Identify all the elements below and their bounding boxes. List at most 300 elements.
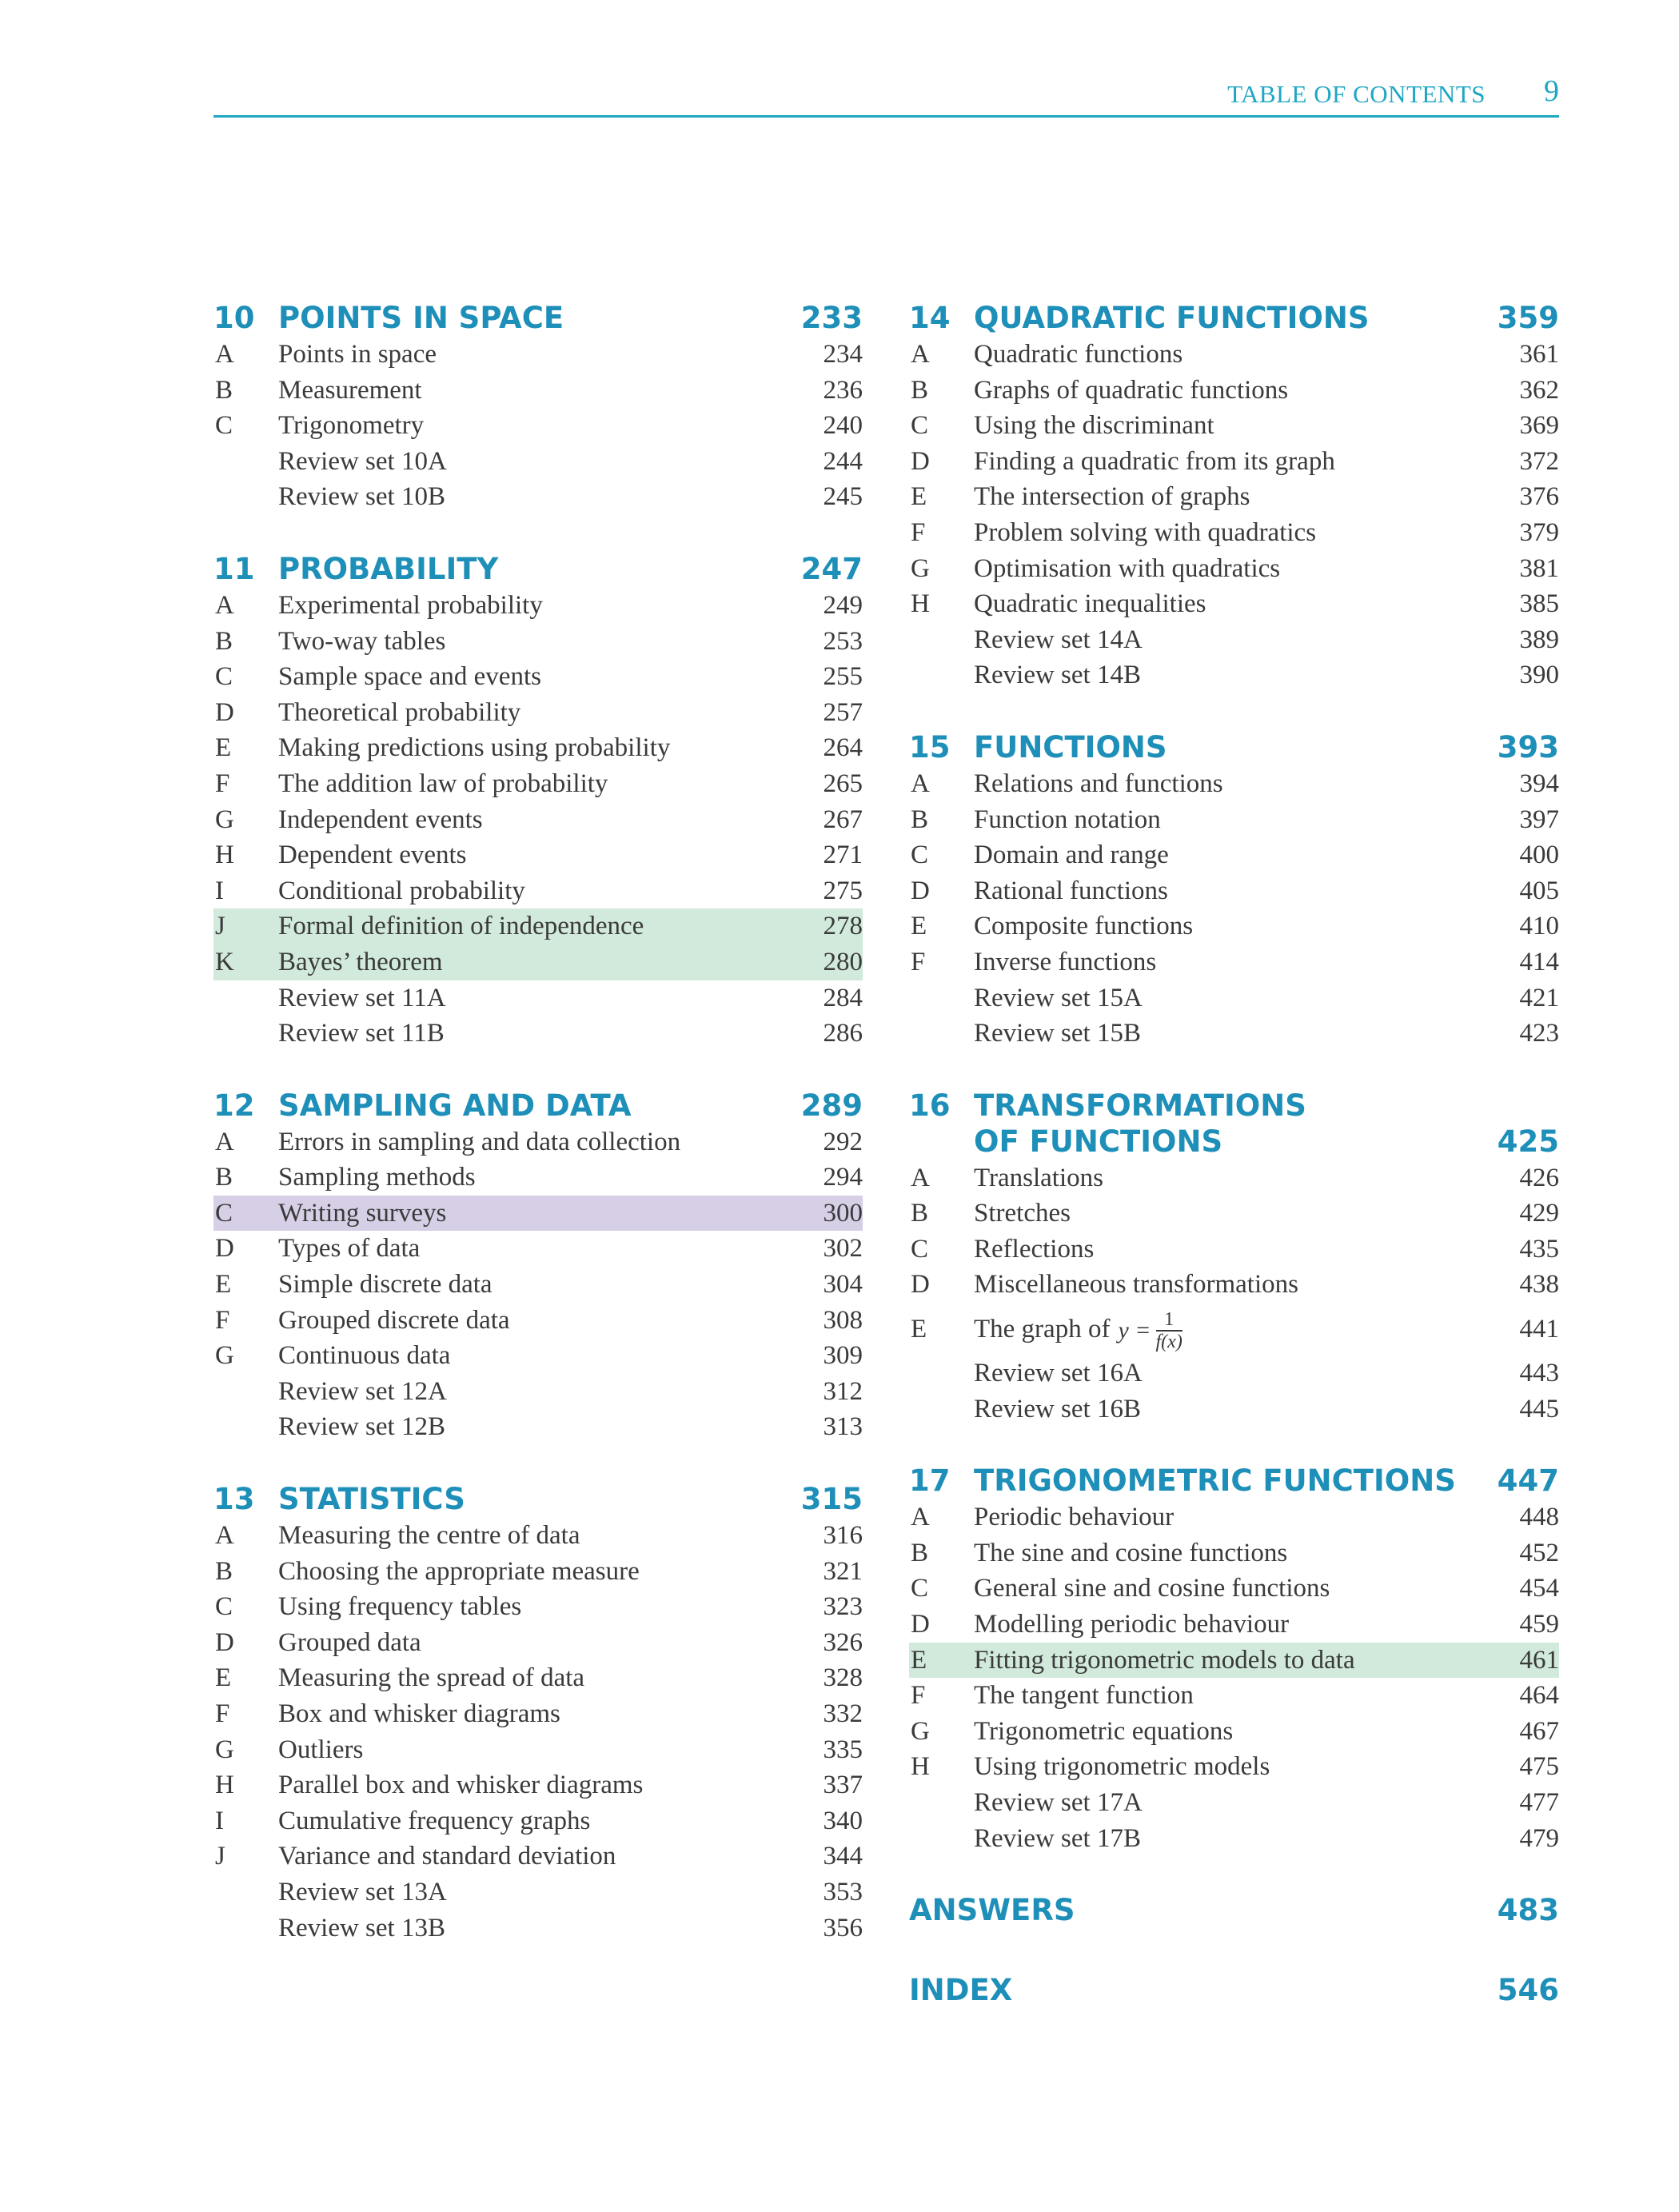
section-title-text: The addition law of probability [278, 769, 608, 798]
toc-entry[interactable] [213, 1267, 863, 1303]
chapter-title: POINTS IN SPACE [278, 301, 564, 335]
section-letter: F [215, 1699, 230, 1728]
toc-entry[interactable] [909, 1607, 1559, 1643]
section-title [278, 802, 483, 838]
toc-entry[interactable] [213, 837, 863, 873]
toc-entry[interactable] [213, 373, 863, 409]
toc-entry[interactable] [213, 1196, 863, 1232]
toc-entry[interactable] [909, 1499, 1559, 1535]
section-title [974, 944, 1156, 980]
toc-entry[interactable] [909, 1160, 1559, 1196]
section-letter: A [215, 590, 234, 620]
section-title-text: Review set 10A [278, 446, 447, 476]
section-title [974, 980, 1143, 1016]
chapter-section [909, 301, 1559, 693]
section-page: 477 [1519, 1788, 1559, 1817]
toc-entry[interactable] [213, 944, 863, 980]
section-title-text: Parallel box and whisker diagrams [278, 1771, 644, 1800]
toc-entry[interactable] [909, 944, 1559, 980]
review-set-entry[interactable] [909, 1785, 1559, 1821]
section-title-text: Simple discrete data [278, 1270, 493, 1300]
section-title-text: Reflections [974, 1234, 1095, 1264]
toc-entry[interactable] [909, 515, 1559, 551]
review-set-entry[interactable] [909, 1391, 1559, 1427]
review-set-entry[interactable] [909, 980, 1559, 1016]
chapter-number: 14 [909, 301, 951, 335]
section-title [278, 1875, 447, 1911]
section-title-text: Sample space and events [278, 662, 541, 692]
chapter-heading[interactable] [213, 1482, 863, 1518]
section-title-text: The graph of [974, 1315, 1111, 1344]
section-letter: B [215, 626, 233, 656]
section-letter: F [215, 1305, 230, 1335]
chapter-page: 315 [800, 1482, 863, 1517]
section-page: 400 [1519, 840, 1559, 870]
section-page: 300 [823, 1198, 863, 1228]
chapter-heading[interactable] [213, 301, 863, 337]
section-page: 321 [823, 1556, 863, 1586]
section-title [278, 479, 445, 515]
section-title [974, 1196, 1071, 1232]
section-title [278, 1767, 643, 1803]
toc-entry[interactable] [909, 1749, 1559, 1785]
chapter-page: 359 [1497, 301, 1559, 335]
toc-entry[interactable] [213, 1767, 863, 1803]
toc-entry[interactable] [213, 1625, 863, 1661]
section-page: 376 [1519, 482, 1559, 512]
section-title [974, 1303, 1182, 1357]
section-title-text: General sine and cosine functions [974, 1574, 1330, 1603]
section-title [278, 1732, 363, 1768]
section-title-text: Errors in sampling and data collection [278, 1127, 681, 1156]
toc-entry[interactable] [909, 444, 1559, 480]
section-page: 344 [823, 1842, 863, 1871]
section-letter: E [911, 1315, 927, 1344]
toc-entry[interactable] [909, 408, 1559, 444]
toc-entry[interactable] [909, 837, 1559, 873]
chapter-section [213, 1482, 863, 1946]
chapter-section [213, 1088, 863, 1445]
review-set-entry[interactable] [909, 1356, 1559, 1391]
section-title-text: Review set 13B [278, 1913, 445, 1942]
section-title [278, 1338, 450, 1374]
section-title-text: Points in space [278, 340, 437, 369]
toc-entry[interactable] [213, 1803, 863, 1839]
section-letter: C [215, 1198, 233, 1228]
section-letter: E [911, 1645, 927, 1675]
chapter-section [909, 1893, 1559, 1929]
chapter-heading[interactable] [909, 730, 1559, 766]
section-title [278, 1303, 510, 1339]
chapter-number: 10 [213, 301, 255, 335]
section-title [974, 586, 1206, 622]
toc-entry[interactable] [909, 337, 1559, 373]
section-title-text: Bayes’ theorem [278, 947, 443, 976]
section-letter: E [911, 912, 927, 941]
section-page: 278 [823, 912, 863, 941]
toc-entry[interactable] [213, 408, 863, 444]
section-title-text: Box and whisker diagrams [278, 1699, 560, 1728]
section-page: 448 [1519, 1503, 1559, 1532]
toc-entry[interactable] [909, 908, 1559, 944]
section-title [278, 588, 543, 624]
section-title-text: Measurement [278, 375, 422, 405]
chapter-heading[interactable] [909, 301, 1559, 337]
section-page: 253 [823, 626, 863, 656]
toc-entry[interactable] [213, 908, 863, 944]
section-title-text: Conditional probability [278, 876, 525, 905]
section-letter: B [215, 1556, 233, 1586]
section-page: 326 [823, 1627, 863, 1657]
chapter-title: ANSWERS [909, 1893, 1075, 1928]
review-set-entry[interactable] [213, 479, 863, 515]
toc-entry[interactable] [213, 802, 863, 838]
chapter-section [213, 552, 863, 1052]
section-page: 389 [1519, 625, 1559, 654]
section-title-text: Relations and functions [974, 769, 1223, 798]
section-letter: E [215, 1663, 232, 1693]
section-letter: E [215, 1270, 232, 1300]
chapter-number: 15 [909, 729, 951, 765]
section-page: 452 [1519, 1538, 1559, 1567]
section-letter: A [911, 340, 930, 369]
toc-entry[interactable] [909, 1714, 1559, 1750]
toc-entry[interactable] [213, 730, 863, 766]
section-title-text: Review set 15B [974, 1019, 1141, 1048]
section-title-text: Review set 17A [974, 1788, 1143, 1817]
section-page: 245 [823, 482, 863, 512]
section-title-text: Review set 10B [278, 482, 445, 512]
chapter-title: TRIGONOMETRIC FUNCTIONS [974, 1463, 1456, 1499]
section-letter: C [911, 1574, 929, 1603]
toc-right-column [909, 301, 1559, 2053]
section-title-text: Quadratic functions [974, 340, 1183, 369]
section-title [278, 1660, 584, 1696]
section-title-text: Independent events [278, 805, 483, 834]
section-page: 328 [823, 1663, 863, 1693]
section-page: 255 [823, 662, 863, 692]
section-title-text: Review set 15A [974, 983, 1143, 1012]
section-title [974, 1356, 1143, 1391]
section-page: 284 [823, 983, 863, 1012]
section-letter: D [911, 876, 930, 905]
section-page: 459 [1519, 1610, 1559, 1639]
toc-entry[interactable] [213, 1338, 863, 1374]
section-title-text: Sampling methods [278, 1163, 476, 1192]
toc-entry[interactable] [213, 1231, 863, 1267]
section-page: 390 [1519, 661, 1559, 690]
section-page: 257 [823, 697, 863, 727]
review-set-entry[interactable] [909, 657, 1559, 693]
review-set-entry[interactable] [213, 1875, 863, 1911]
section-page: 394 [1519, 769, 1559, 798]
section-title-text: Review set 11A [278, 983, 446, 1012]
section-page: 236 [823, 375, 863, 405]
section-title-text: Measuring the spread of data [278, 1663, 585, 1693]
section-title [974, 337, 1182, 373]
chapter-title: FUNCTIONS [974, 729, 1167, 765]
toc-entry[interactable] [909, 1678, 1559, 1714]
section-title [278, 408, 424, 444]
section-letter: C [215, 662, 233, 692]
section-title-text: Choosing the appropriate measure [278, 1556, 640, 1586]
section-letter: D [215, 1627, 234, 1657]
section-page: 435 [1519, 1234, 1559, 1264]
toc-entry[interactable] [213, 1839, 863, 1875]
toc-entry[interactable] [213, 1589, 863, 1625]
chapter-title: TRANSFORMATIONS [974, 1088, 1306, 1123]
chapter-page: 483 [1497, 1893, 1559, 1928]
section-title-text: Using trigonometric models [974, 1752, 1270, 1782]
review-set-entry[interactable] [213, 1409, 863, 1445]
section-letter: F [911, 517, 926, 547]
section-title [278, 730, 670, 766]
section-letter: A [911, 1163, 930, 1192]
chapter-heading[interactable] [909, 1088, 1559, 1160]
section-letter: D [215, 1234, 234, 1264]
fraction-denominator: f(x) [1155, 1332, 1182, 1353]
toc-entry[interactable] [909, 802, 1559, 838]
section-page: 304 [823, 1270, 863, 1300]
toc-entry[interactable] [213, 695, 863, 731]
review-set-entry[interactable] [213, 1374, 863, 1410]
section-title-text: Graphs of quadratic functions [974, 375, 1289, 405]
chapter-title: PROBABILITY [278, 551, 499, 586]
section-page: 286 [823, 1019, 863, 1048]
section-title-text: Dependent events [278, 840, 467, 870]
section-title [278, 444, 447, 480]
section-page: 362 [1519, 375, 1559, 405]
toc-entry[interactable] [909, 766, 1559, 802]
fraction [1156, 1309, 1182, 1352]
section-title [974, 1749, 1270, 1785]
section-title [974, 373, 1288, 409]
section-title-text: Quadratic inequalities [974, 589, 1206, 619]
chapter-heading[interactable] [909, 1893, 1559, 1929]
chapter-title: SAMPLING AND DATA [278, 1088, 632, 1123]
chapter-section [213, 301, 863, 515]
chapter-heading[interactable] [909, 1973, 1559, 2009]
chapter-section [909, 730, 1559, 1052]
toc-entry[interactable] [213, 1303, 863, 1339]
section-title [974, 1499, 1174, 1535]
section-page: 240 [823, 411, 863, 441]
chapter-section [909, 1973, 1559, 2009]
section-title [278, 1124, 680, 1160]
section-page: 292 [823, 1127, 863, 1156]
toc-entry[interactable] [909, 479, 1559, 515]
chapter-title-line2: OF FUNCTIONS [974, 1124, 1223, 1159]
toc-entry[interactable] [909, 1267, 1559, 1303]
section-letter: K [215, 947, 234, 976]
review-set-entry[interactable] [213, 1016, 863, 1052]
section-title [278, 766, 608, 802]
section-letter: G [215, 1341, 234, 1371]
chapter-title: QUADRATIC FUNCTIONS [974, 301, 1370, 335]
section-page: 445 [1519, 1394, 1559, 1423]
section-page: 356 [823, 1913, 863, 1942]
section-title-text: Trigonometric equations [974, 1716, 1234, 1746]
review-set-entry[interactable] [909, 1821, 1559, 1857]
toc-entry[interactable] [213, 1160, 863, 1196]
section-page: 381 [1519, 553, 1559, 583]
section-letter: A [911, 1503, 930, 1532]
section-page: 441 [1519, 1315, 1559, 1344]
section-title-text: Miscellaneous transformations [974, 1270, 1298, 1300]
section-title-text: Using frequency tables [278, 1592, 522, 1622]
section-title-text: Finding a quadratic from its graph [974, 446, 1335, 476]
section-page: 312 [823, 1376, 863, 1406]
section-letter: E [911, 482, 927, 512]
section-page: 461 [1519, 1645, 1559, 1675]
section-letter: G [911, 1716, 930, 1746]
section-page: 414 [1519, 947, 1559, 976]
section-title [974, 766, 1223, 802]
chapter-page: 247 [800, 551, 863, 586]
section-title-text: Experimental probability [278, 590, 543, 620]
section-title [278, 1589, 521, 1625]
section-title-text: Review set 17B [974, 1823, 1141, 1853]
section-title-text: Review set 13A [278, 1877, 447, 1907]
toc-entry[interactable] [909, 373, 1559, 409]
section-page: 340 [823, 1806, 863, 1835]
section-letter: C [215, 1592, 233, 1622]
section-page: 397 [1519, 805, 1559, 834]
section-title [278, 1518, 580, 1554]
toc-entry[interactable] [909, 1643, 1559, 1679]
section-title [974, 444, 1335, 480]
section-title [974, 1535, 1287, 1571]
section-title-text: Rational functions [974, 876, 1168, 905]
review-set-entry[interactable] [909, 1016, 1559, 1052]
chapter-heading[interactable] [213, 552, 863, 588]
chapter-heading[interactable] [213, 1088, 863, 1124]
toc-entry[interactable] [213, 1554, 863, 1590]
section-letter: C [911, 1234, 929, 1264]
section-title [278, 980, 446, 1016]
toc-entry[interactable] [213, 1124, 863, 1160]
chapter-section [909, 1463, 1559, 1856]
toc-entry[interactable] [213, 337, 863, 373]
section-title [278, 1696, 560, 1732]
section-letter: A [215, 340, 234, 369]
toc-entry[interactable] [909, 1571, 1559, 1607]
chapter-number: 16 [909, 1088, 951, 1123]
section-title [278, 1625, 421, 1661]
toc-entry[interactable] [213, 1518, 863, 1554]
section-title-text: Trigonometry [278, 411, 425, 441]
section-page: 308 [823, 1305, 863, 1335]
section-title-text: Formal definition of independence [278, 912, 644, 941]
section-title [278, 837, 467, 873]
section-title-text: Grouped discrete data [278, 1305, 510, 1335]
chapter-page: 393 [1497, 729, 1559, 765]
toc-entry[interactable] [909, 1303, 1559, 1356]
section-title [278, 944, 443, 980]
section-page: 309 [823, 1341, 863, 1371]
section-title [974, 873, 1168, 909]
chapter-page: 447 [1497, 1463, 1559, 1499]
toc-entry[interactable] [909, 1196, 1559, 1232]
section-title [974, 1016, 1141, 1052]
section-title-text: Cumulative frequency graphs [278, 1806, 591, 1835]
toc-entry[interactable] [909, 1232, 1559, 1268]
chapter-number: 12 [213, 1088, 255, 1123]
section-title-text: Types of data [278, 1234, 421, 1264]
toc-entry[interactable] [909, 586, 1559, 622]
section-title [974, 622, 1143, 658]
toc-entry[interactable] [909, 873, 1559, 909]
section-title [974, 479, 1250, 515]
section-title [974, 1391, 1141, 1427]
section-letter: D [215, 697, 234, 727]
section-title-text: Review set 16B [974, 1394, 1141, 1423]
section-title [278, 1231, 420, 1267]
section-letter: F [911, 947, 926, 976]
toc-entry[interactable] [213, 766, 863, 802]
section-title [974, 1643, 1355, 1679]
section-letter: D [911, 446, 930, 476]
section-page: 361 [1519, 340, 1559, 369]
section-page: 464 [1519, 1681, 1559, 1711]
section-page: 275 [823, 876, 863, 905]
section-title [974, 1714, 1233, 1750]
section-page: 369 [1519, 411, 1559, 441]
toc-entry[interactable] [213, 624, 863, 660]
chapter-title: STATISTICS [278, 1482, 465, 1517]
section-letter: I [215, 876, 224, 905]
section-letter: G [911, 553, 930, 583]
section-page: 353 [823, 1877, 863, 1907]
toc-entry[interactable] [909, 1535, 1559, 1571]
review-set-entry[interactable] [213, 1911, 863, 1946]
section-page: 385 [1519, 589, 1559, 619]
section-title [974, 1607, 1289, 1643]
section-letter: D [911, 1270, 930, 1300]
toc-entry[interactable] [213, 873, 863, 909]
chapter-page: 546 [1497, 1973, 1559, 2008]
section-letter: B [911, 1538, 929, 1567]
toc-entry[interactable] [213, 659, 863, 695]
toc-entry[interactable] [213, 1696, 863, 1732]
toc-entry[interactable] [213, 1660, 863, 1696]
section-title [974, 1821, 1141, 1857]
section-page: 443 [1519, 1359, 1559, 1388]
section-title-text: Review set 11B [278, 1019, 445, 1048]
chapter-number: 11 [213, 551, 255, 586]
chapter-number: 13 [213, 1482, 255, 1517]
section-page: 405 [1519, 876, 1559, 905]
section-title [278, 873, 525, 909]
toc-entry[interactable] [909, 551, 1559, 587]
toc-entry[interactable] [213, 588, 863, 624]
section-title-text: Outliers [278, 1735, 364, 1764]
section-letter: C [911, 411, 929, 441]
section-title [278, 1839, 616, 1875]
section-letter: A [911, 769, 930, 798]
section-title [278, 1409, 445, 1445]
section-title-text: Review set 16A [974, 1359, 1143, 1388]
review-set-entry[interactable] [213, 980, 863, 1016]
section-title [974, 1160, 1103, 1196]
toc-entry[interactable] [213, 1732, 863, 1768]
chapter-heading[interactable] [909, 1463, 1559, 1499]
review-set-entry[interactable] [213, 444, 863, 480]
section-title [974, 657, 1141, 693]
section-title [278, 1803, 590, 1839]
review-set-entry[interactable] [909, 622, 1559, 658]
section-letter: B [911, 805, 929, 834]
